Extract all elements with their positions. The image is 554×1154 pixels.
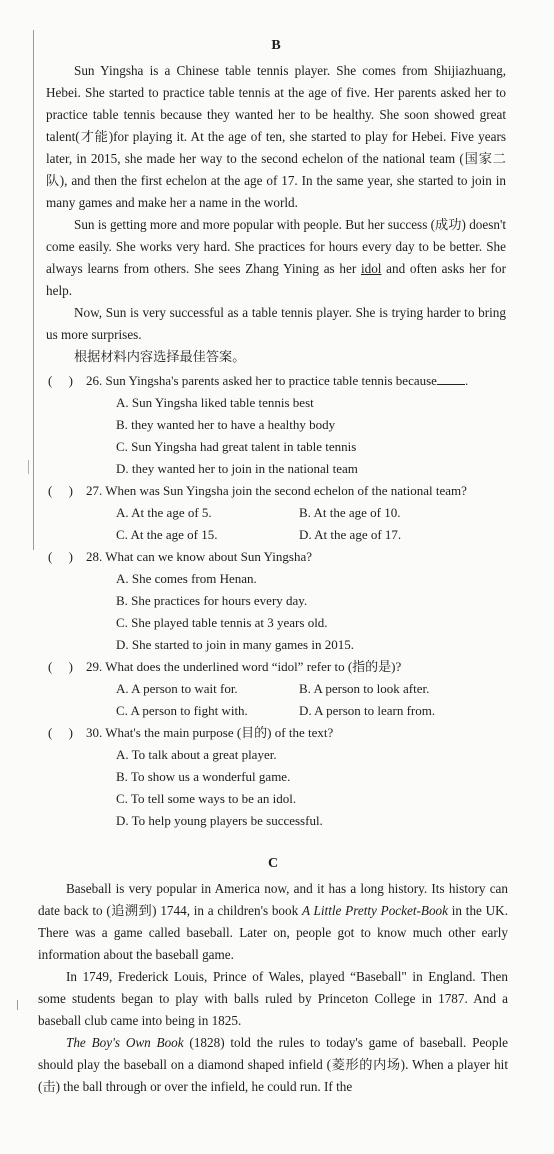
option: D. A person to learn from. [299, 703, 436, 718]
option: A. Sun Yingsha liked table tennis best [116, 395, 314, 410]
option: A. To talk about a great player. [116, 747, 277, 762]
answer-blank[interactable] [437, 371, 465, 385]
option: B. At the age of 10. [299, 505, 401, 520]
question-end: . [464, 373, 469, 388]
question-text: What's the main purpose (目的) of the text? [105, 725, 334, 740]
option: B. A person to look after. [299, 681, 430, 696]
section-c-paragraph-2: In 1749, Frederick Louis, Prince of Wales, played “Baseball" in England. Then some students began to play with balls ruled by Princeton College in 1787. And a baseball club came into being in 1825. [38, 969, 508, 1028]
question-text: When was Sun Yingsha join the second echelon of the national team? [105, 483, 467, 498]
answer-bracket[interactable]: ( ) [48, 483, 73, 498]
option: C. Sun Yingsha had great talent in table tennis [116, 439, 357, 454]
question-number: 28. [86, 549, 103, 564]
section-c [38, 856, 508, 1098]
option: B. She practices for hours every day. [116, 593, 308, 608]
question-text: What does the underlined word “idol” refer to (指的是)? [105, 659, 402, 674]
question-30 [46, 722, 506, 744]
option: A. At the age of 5. [116, 505, 212, 520]
answer-bracket[interactable]: ( ) [48, 549, 73, 564]
section-c-paragraph-1 [38, 878, 508, 966]
section-b-paragraph-1: Sun Yingsha is a Chinese table tennis player. She comes from Shijiazhuang, Hebei. She started to practice table tennis at the age of five. Her parents asked her to practice table tennis because they wanted her to be healthy. She soon showed great talent(才能)for playing it. At the age of ten, she started to play for Hebei. Five years later, in 2015, she made her way to the second echelon of the national team (国家二队), and then the first echelon at the age of 17. In the same year, she started to join in many games and make her a name in the world. [46, 63, 506, 210]
option: D. At the age of 17. [299, 527, 402, 542]
question-number: 30. [86, 725, 103, 740]
margin-mark [17, 1000, 18, 1010]
option: C. She played table tennis at 3 years old. [116, 615, 328, 630]
book-title: The Boy's Own Book [66, 1035, 184, 1050]
paragraph-text: in the UK. There was a game called baseball. Later on, people got to know much other early information about the baseball game. [38, 903, 508, 962]
section-b-paragraph-2 [46, 214, 506, 302]
question-26 [46, 370, 506, 392]
option: A. She comes from Henan. [116, 571, 257, 586]
option: C. A person to fight with. [116, 703, 248, 718]
margin-mark [28, 460, 29, 474]
instruction: 根据材料内容选择最佳答案。 [74, 349, 246, 364]
question-28 [46, 546, 506, 568]
underlined-word-idol: idol [360, 261, 382, 276]
paragraph-2-end: and often asks her for help. [46, 261, 507, 298]
paragraph-text: (1828) told the rules to today's game of baseball. People should play the baseball on a diamond shaped infield (菱形的内场). When a player hit (击) the ball through or over the infield, he could run. If the [38, 1035, 508, 1094]
question-27 [46, 480, 506, 502]
section-b-heading: B [271, 38, 281, 53]
section-c-paragraph-3 [38, 1032, 508, 1098]
question-list [46, 370, 506, 832]
question-number: 29. [86, 659, 103, 674]
section-b [46, 38, 506, 832]
option: D. She started to join in many games in 2015. [116, 637, 354, 652]
answer-bracket[interactable]: ( ) [48, 373, 73, 388]
question-text: What can we know about Sun Yingsha? [105, 549, 313, 564]
paragraph-2-text: Sun is getting more and more popular with people. But her success (成功) doesn't come easily. She works very hard. She practices for hours every day to be better. She always learns from others. She sees Zhang Yining as her [46, 217, 506, 276]
question-29 [46, 656, 506, 678]
question-text: Sun Yingsha's parents asked her to practice table tennis because [105, 373, 437, 388]
question-number: 26. [86, 373, 103, 388]
option: D. they wanted her to join in the national team [116, 461, 358, 476]
option: B. To show us a wonderful game. [116, 769, 291, 784]
question-number: 27. [86, 483, 103, 498]
answer-bracket[interactable]: ( ) [48, 659, 73, 674]
answer-bracket[interactable]: ( ) [48, 725, 73, 740]
option: B. they wanted her to have a healthy body [116, 417, 336, 432]
paragraph-text: Baseball is very popular in America now, and it has a long history. Its history can date back to (追溯到) 1744, in a children's book [38, 881, 508, 918]
option: D. To help young players be successful. [116, 813, 323, 828]
option: C. At the age of 15. [116, 527, 218, 542]
option: A. A person to wait for. [116, 681, 238, 696]
section-b-paragraph-3: Now, Sun is very successful as a table tennis player. She is trying harder to bring us more surprises. [46, 305, 506, 342]
margin-line [33, 30, 34, 550]
book-title: A Little Pretty Pocket-Book [301, 903, 449, 918]
section-c-heading: C [267, 856, 279, 871]
option: C. To tell some ways to be an idol. [116, 791, 297, 806]
